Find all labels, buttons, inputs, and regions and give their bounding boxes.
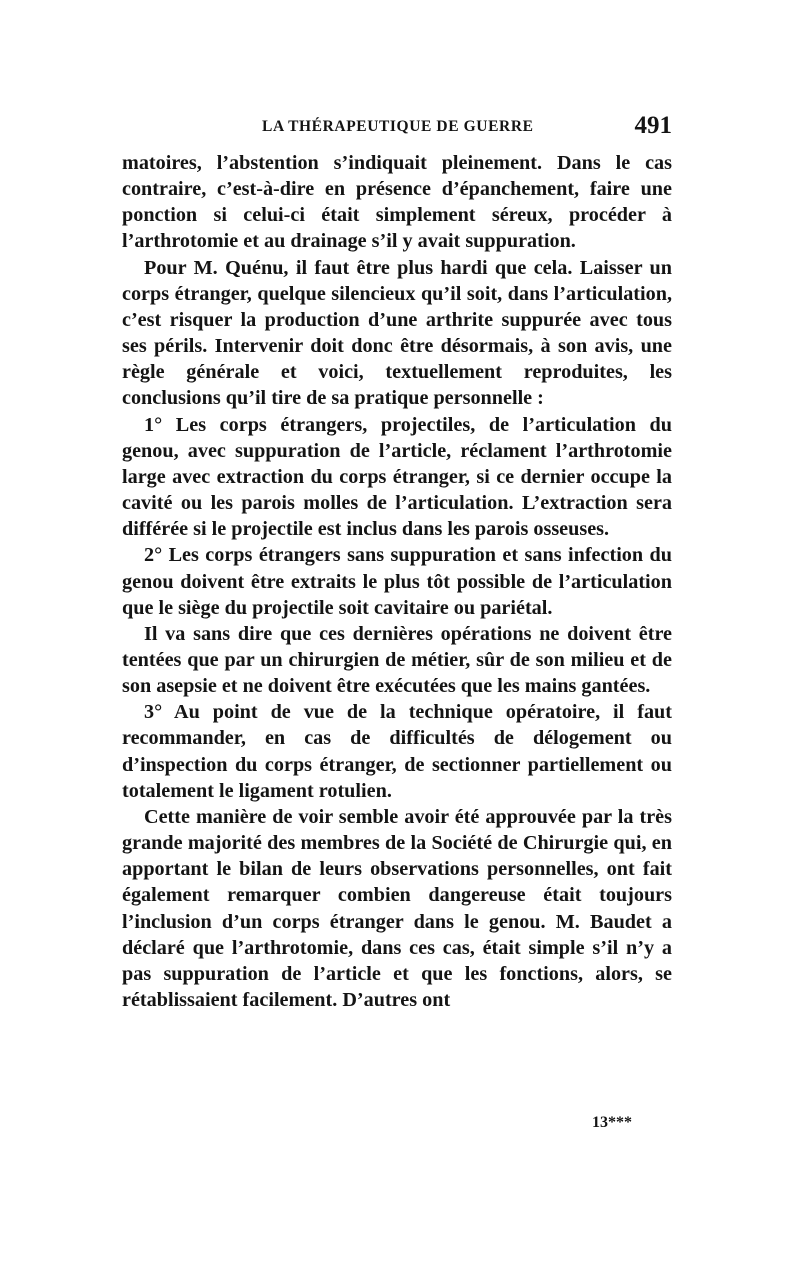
running-head — [122, 112, 672, 142]
conclusion-2: 2° Les corps étrangers sans suppuration et sans infection du genou doivent être extraits le plus tôt possible de l’articulation que le siège du projectile soit cavitaire ou pariétal. — [122, 544, 672, 619]
paragraph-continuation: matoires, l’abstention s’indiquait pleinement. Dans le cas contraire, c’est-à-dire en présence d’épanchement, faire une ponction si celui-ci était simplement séreux, procéder à l’arthrotomie et au drainage s’il y avait suppuration. — [122, 152, 672, 253]
paragraph-remark: Il va sans dire que ces dernières opérations ne doivent être tentées que par un chirurgien de métier, sûr de son milieu et de son asepsie et ne doivent être exécutées que les mains gantées. — [122, 622, 672, 698]
body-text — [122, 150, 672, 1013]
conclusion-3: 3° Au point de vue de la technique opératoire, il faut recommander, en cas de difficultés de délogement ou d’inspection du corps étranger, de sectionner partiellement ou totalement le ligament rotulien. — [122, 701, 672, 802]
conclusion-1: 1° Les corps étrangers, projectiles, de l’articulation du genou, avec suppuration de l’article, réclament l’arthrotomie large avec extraction du corps étranger, si ce dernier occupe la cavité ou les parois molles de l’articulation. L’extraction sera différée si le projectile est inclus dans les parois osseuses. — [122, 413, 672, 541]
running-title: LA THÉRAPEUTIQUE DE GUERRE — [262, 118, 534, 135]
paragraph-society: Cette manière de voir semble avoir été approuvée par la très grande majorité des membres de la Société de Chirurgie qui, en apportant le bilan de leurs observations personnelles, ont fait également remarquer combien dangereuse était toujours l’inclusion d’un corps étranger dans le genou. M. Baudet a déclaré que l’arthrotomie, dans ces cas, était simple s’il n’y a pas suppuration de l’article et que les fonctions, alors, se rétablissaient facilement. D’autres ont — [122, 805, 672, 1011]
paragraph-quenu: Pour M. Quénu, il faut être plus hardi que cela. Laisser un corps étranger, quelque silencieux qu’il soit, dans l’articulation, c’est risquer la production d’une arthrite suppurée avec tous ses périls. Intervenir doit donc être désormais, à son avis, une règle générale et voici, textuellement reproduites, les conclusions qu’il tire de sa pratique personnelle : — [122, 256, 672, 410]
page-number: 491 — [634, 112, 672, 139]
signature-mark: 13*** — [592, 1114, 632, 1131]
